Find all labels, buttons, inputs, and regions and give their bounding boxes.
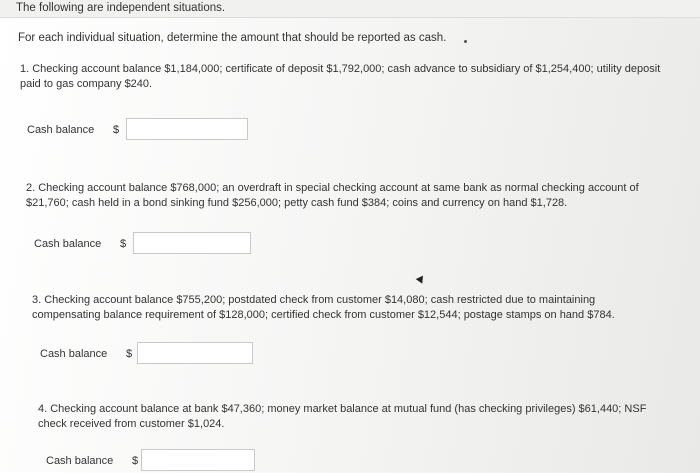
bullet-dot bbox=[464, 40, 467, 43]
currency-symbol-4: $ bbox=[132, 455, 139, 467]
cash-balance-label-3: Cash balance bbox=[40, 348, 108, 360]
cash-balance-input-1[interactable] bbox=[126, 118, 248, 140]
cash-balance-label-4: Cash balance bbox=[46, 455, 114, 467]
cash-balance-label-2: Cash balance bbox=[34, 238, 102, 250]
intro-text: The following are independent situations. bbox=[16, 2, 226, 14]
question-4-text: 4. Checking account balance at bank $47,360; money market balance at mutual fund (has checking privileges) $61,440; NSF check received from customer $1,024. bbox=[38, 403, 647, 430]
cash-balance-label-1: Cash balance bbox=[27, 124, 95, 136]
question-2-text: 2. Checking account balance $768,000; an overdraft in special checking account at same bank as normal checking account of $21,760; cash held in a bond sinking fund $256,000; petty cash fund $384; coins and currency on hand $1,728. bbox=[26, 182, 639, 209]
question-1-text: 1. Checking account balance $1,184,000; certificate of deposit $1,792,000; cash advance to subsidiary of $1,254,400; utility deposit paid to gas company $240. bbox=[20, 63, 661, 90]
currency-symbol-3: $ bbox=[126, 348, 133, 360]
mouse-cursor-icon bbox=[416, 273, 427, 283]
cash-balance-input-3[interactable] bbox=[137, 342, 253, 364]
currency-symbol-2: $ bbox=[120, 238, 127, 250]
question-3-text: 3. Checking account balance $755,200; postdated check from customer $14,080; cash restricted due to maintaining compensating balance requirement of $128,000; certified check from customer $12,544; postage stamps on hand $784. bbox=[32, 294, 615, 321]
instructions-text: For each individual situation, determine the amount that should be reported as cash. bbox=[18, 32, 447, 44]
cash-balance-input-2[interactable] bbox=[133, 232, 251, 254]
currency-symbol-1: $ bbox=[113, 124, 120, 136]
cash-balance-input-4[interactable] bbox=[141, 449, 255, 471]
